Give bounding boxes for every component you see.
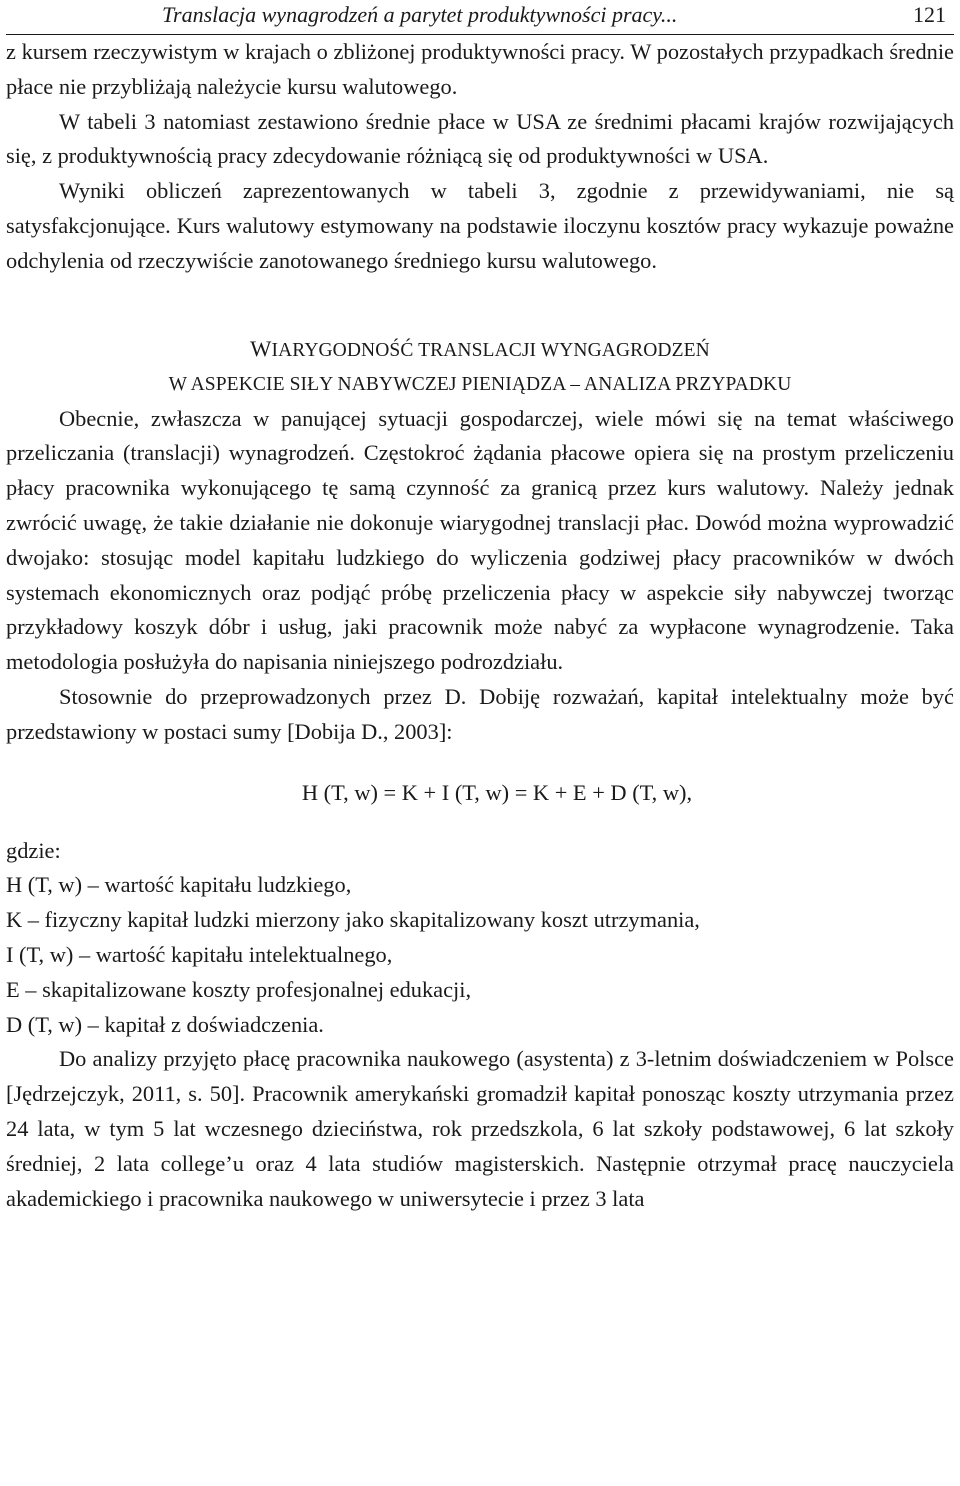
definition-item: K – fizyczny kapitał ludzki mierzony jako skapitalizowany koszt utrzymania, bbox=[6, 907, 700, 933]
definition-item: H (T, w) – wartość kapitału ludzkiego, bbox=[6, 872, 352, 898]
paragraph-case-analysis: Do analizy przyjęto płacę pracownika naukowego (asystenta) z 3-letnim doświadczeniem w Polsce [Jędrzejczyk, 2011, s. 50]. Pracownik amerykański gromadził kapitał ponosząc koszty utrzymania przez 24 lata, w tym 5 lat wczesnego dzieciństwa, rok przedszkola, 6 lat szkoły podstawowej, 6 lat szkoły średniej, 2 lata college’u oraz 4 lata studiów magisterskich. Następnie otrzymał pracę nauczyciela akademickiego i pracownika naukowego w uniwersytecie i przez 3 lata bbox=[6, 1046, 954, 1211]
section-heading-line-1 bbox=[6, 332, 954, 368]
running-header bbox=[6, 0, 954, 35]
definition-item: D (T, w) – kapitał z doświadczenia. bbox=[6, 1011, 324, 1037]
human-capital-formula: H (T, w) = K + I (T, w) = K + E + D (T, w), bbox=[301, 779, 693, 805]
definition-item: E – skapitalizowane koszty profesjonalnej edukacji, bbox=[6, 976, 472, 1002]
paragraph-wage-translation: Obecnie, zwłaszcza w panującej sytuacji gospodarczej, wiele mówi się na temat właściwego przeliczania (translacji) wynagrodzeń. Częstokroć żądania płacowe opiera się na prostym przeliczeniu płacy pracownika wykonującego tę samą czynność za granicą przez kurs walutowy. Należy jednak zwrócić uwagę, że takie działanie nie dokonuje wiarygodnej translacji płac. Dowód można wyprowadzić dwojako: stosując model kapitału ludzkiego do wyliczenia godziwej płacy pracowników w dwóch systemach ekonomicznych oraz podjąć próbę przeliczenia płacy w aspekcie siły nabywczej tworząc przykładowy koszyk dóbr i usług, jaki pracownik może nabyć za wypłacone wynagrodzenie. Taka metodologia posłużyła do napisania niniejszego podrozdziału. bbox=[6, 405, 954, 675]
paragraph-intellectual-capital: Stosownie do przeprowadzonych przez D. Dobiję rozważań, kapitał intelektualny może być przedstawiony w postaci sumy [Dobija D., 2003]: bbox=[6, 683, 954, 744]
paragraph-continuation: z kursem rzeczywistym w krajach o zbliżonej produktywności pracy. W pozostałych przypadkach średnie płace nie przybliżają należycie kursu walutowego. bbox=[6, 39, 954, 99]
definitions-intro: gdzie: bbox=[6, 837, 61, 863]
section-heading-line-2: W ASPEKCIE SIŁY NABYWCZEJ PIENIĄDZA – ANALIZA PRZYPADKU bbox=[168, 373, 792, 395]
section-heading bbox=[6, 332, 954, 402]
definition-item: I (T, w) – wartość kapitału intelektualnego, bbox=[6, 941, 393, 967]
section-heading-initial: W bbox=[250, 335, 272, 361]
section-heading-line-1-rest: IARYGODNOŚĆ TRANSLACJI WYNGAGRODZEŃ bbox=[271, 339, 710, 361]
formula-definitions bbox=[6, 834, 954, 1043]
paragraph-table-3-intro: W tabeli 3 natomiast zestawiono średnie płace w USA ze średnimi płacami krajów rozwijających się, z produktywnością pracy zdecydowanie różniącą się od produktywności w USA. bbox=[6, 108, 954, 169]
page-number: 121 bbox=[913, 2, 946, 27]
document-body bbox=[6, 35, 954, 1216]
running-title: Translacja wynagrodzeń a parytet produktywności pracy... bbox=[162, 2, 678, 27]
paragraph-table-3-results: Wyniki obliczeń zaprezentowanych w tabeli 3, zgodnie z przewidywaniami, nie są satysfakcjonujące. Kurs walutowy estymowany na podstawie iloczynu kosztów pracy wykazuje poważne odchylenia od rzeczywiście zanotowanego średniego kursu walutowego. bbox=[6, 178, 954, 273]
